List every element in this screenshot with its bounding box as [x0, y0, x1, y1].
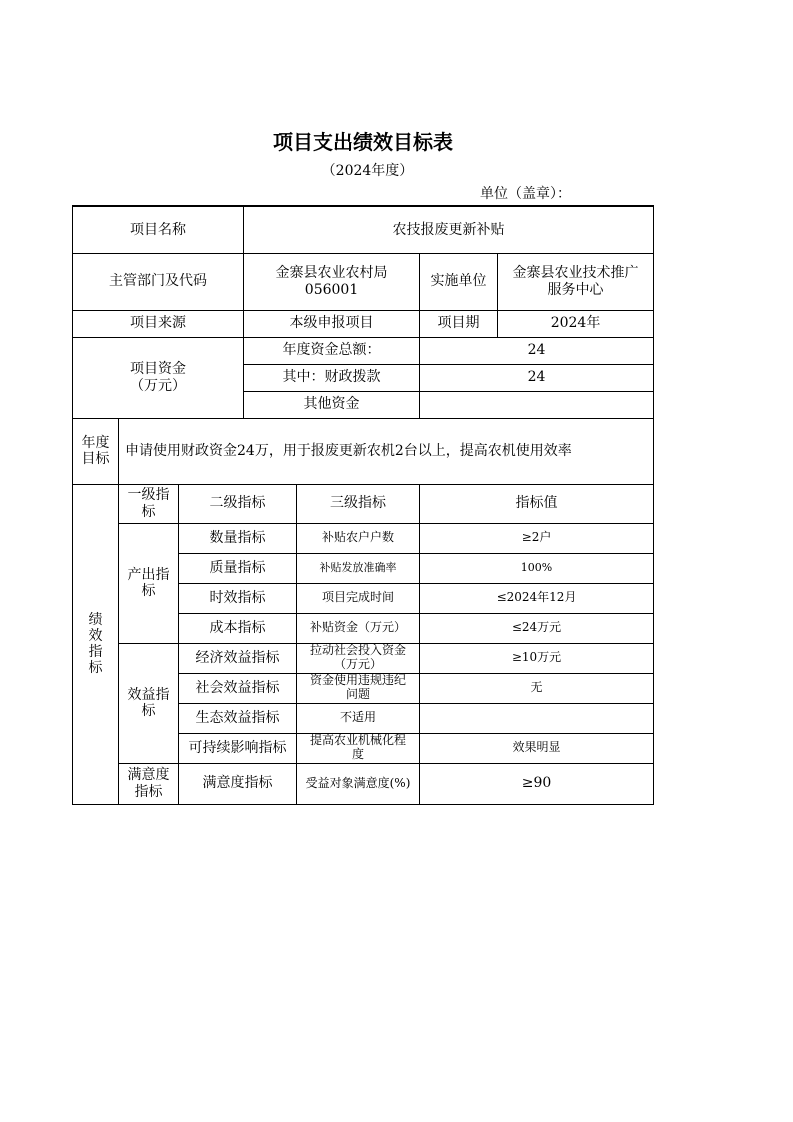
- col-level1-line2: 标: [141, 503, 156, 520]
- project-name-row: [73, 206, 654, 253]
- level3-line2: 度: [352, 747, 365, 761]
- level2-cell: 数量指标: [179, 523, 297, 553]
- level3-line2: （万元）: [334, 657, 383, 671]
- value-cell: 无: [420, 673, 654, 703]
- funds-other-label: 其他资金: [244, 391, 420, 418]
- implementer-line2: 服务中心: [547, 281, 604, 298]
- level2-cell: 成本指标: [179, 613, 297, 643]
- satisfaction-indicator-label: [119, 763, 179, 804]
- implementer-label: 实施单位: [420, 253, 498, 310]
- level3-line1: 提高农业机械化程: [310, 733, 407, 748]
- section-char: 效: [88, 627, 103, 644]
- level3-cell: 受益对象满意度(%): [297, 763, 420, 804]
- page-title: 项目支出绩效目标表: [273, 130, 453, 154]
- funds-fiscal-label: 其中：财政拨款: [244, 364, 420, 391]
- level2-cell: 质量指标: [179, 553, 297, 583]
- annual-goal-row: [73, 418, 654, 484]
- level3-cell: 补贴资金（万元）: [297, 613, 420, 643]
- department-row: [73, 253, 654, 310]
- indicator-row: [73, 643, 654, 673]
- level3-cell: 不适用: [297, 703, 420, 733]
- col-level2-header: 二级指标: [179, 484, 297, 523]
- level3-cell: [297, 673, 420, 703]
- level2-cell: 经济效益指标: [179, 643, 297, 673]
- value-cell: 100%: [420, 553, 654, 583]
- level3-line2: 问题: [346, 687, 371, 701]
- department-code: 056001: [304, 281, 359, 298]
- funds-total-value: 24: [420, 337, 654, 364]
- department-value: [244, 253, 420, 310]
- satisfaction-label-line2: 指标: [134, 783, 163, 800]
- annual-goal-label-line1: 年度: [81, 434, 110, 451]
- funds-total-label: 年度资金总额：: [244, 337, 420, 364]
- section-char: 标: [88, 660, 103, 677]
- indicator-row: [73, 523, 654, 553]
- project-name-label: 项目名称: [73, 206, 244, 253]
- value-cell: ≥90: [420, 763, 654, 804]
- implementer-value: [498, 253, 654, 310]
- value-cell: ≤2024年12月: [420, 583, 654, 613]
- section-char: 绩: [88, 611, 103, 628]
- value-cell: [420, 703, 654, 733]
- performance-table: [72, 205, 654, 805]
- annual-goal-text: 申请使用财政资金24万，用于报废更新农机2台以上，提高农机使用效率: [119, 418, 654, 484]
- level2-cell: 生态效益指标: [179, 703, 297, 733]
- level3-line1: 拉动社会投入资金: [310, 643, 407, 658]
- level2-cell: 时效指标: [179, 583, 297, 613]
- fiscal-year: （2024年度）: [321, 163, 414, 179]
- unit-stamp-label: 单位（盖章）：: [480, 186, 571, 202]
- satisfaction-label-line1: 满意度: [127, 767, 170, 784]
- benefit-label-line1: 效益指: [127, 686, 170, 703]
- level3-cell: 补贴农户户数: [297, 523, 420, 553]
- benefit-label-line2: 标: [141, 703, 156, 719]
- col-level1-header: [119, 484, 179, 523]
- value-cell: ≤24万元: [420, 613, 654, 643]
- indicator-header-row: [73, 484, 654, 523]
- funds-other-value: [420, 391, 654, 418]
- funds-total-row: [73, 337, 654, 364]
- col-value-header: 指标值: [420, 484, 654, 523]
- output-label-line1: 产出指: [127, 566, 170, 583]
- level2-cell: 满意度指标: [179, 763, 297, 804]
- source-label: 项目来源: [73, 310, 244, 337]
- funds-label-line1: 项目资金: [130, 361, 186, 378]
- source-row: [73, 310, 654, 337]
- level2-cell: 社会效益指标: [179, 673, 297, 703]
- department-name: 金寨县农业农村局: [275, 265, 388, 282]
- section-char: 指: [88, 644, 103, 660]
- funds-label: [73, 337, 244, 418]
- performance-indicator-label: [73, 484, 119, 804]
- level3-line1: 资金使用违规违纪: [310, 673, 407, 688]
- annual-goal-label-line2: 目标: [81, 451, 110, 467]
- period-value: 2024年: [498, 310, 654, 337]
- level2-cell: 可持续影响指标: [179, 733, 297, 763]
- output-label-line2: 标: [141, 583, 156, 599]
- level3-cell: [297, 643, 420, 673]
- value-cell: ≥10万元: [420, 643, 654, 673]
- funds-fiscal-value: 24: [420, 364, 654, 391]
- implementer-line1: 金寨县农业技术推广: [512, 265, 639, 282]
- annual-goal-label: [73, 418, 119, 484]
- value-cell: 效果明显: [420, 733, 654, 763]
- col-level1-line1: 一级指: [127, 487, 170, 504]
- indicator-row: [73, 763, 654, 804]
- level3-cell: [297, 733, 420, 763]
- col-level3-header: 三级指标: [297, 484, 420, 523]
- funds-label-line2: （万元）: [130, 377, 186, 394]
- department-label: 主管部门及代码: [73, 253, 244, 310]
- level3-cell: 补贴发放准确率: [297, 553, 420, 583]
- benefit-indicator-label: [119, 643, 179, 763]
- output-indicator-label: [119, 523, 179, 643]
- project-name-value: 农技报废更新补贴: [244, 206, 654, 253]
- value-cell: ≥2户: [420, 523, 654, 553]
- period-label: 项目期: [420, 310, 498, 337]
- level3-cell: 项目完成时间: [297, 583, 420, 613]
- source-value: 本级申报项目: [244, 310, 420, 337]
